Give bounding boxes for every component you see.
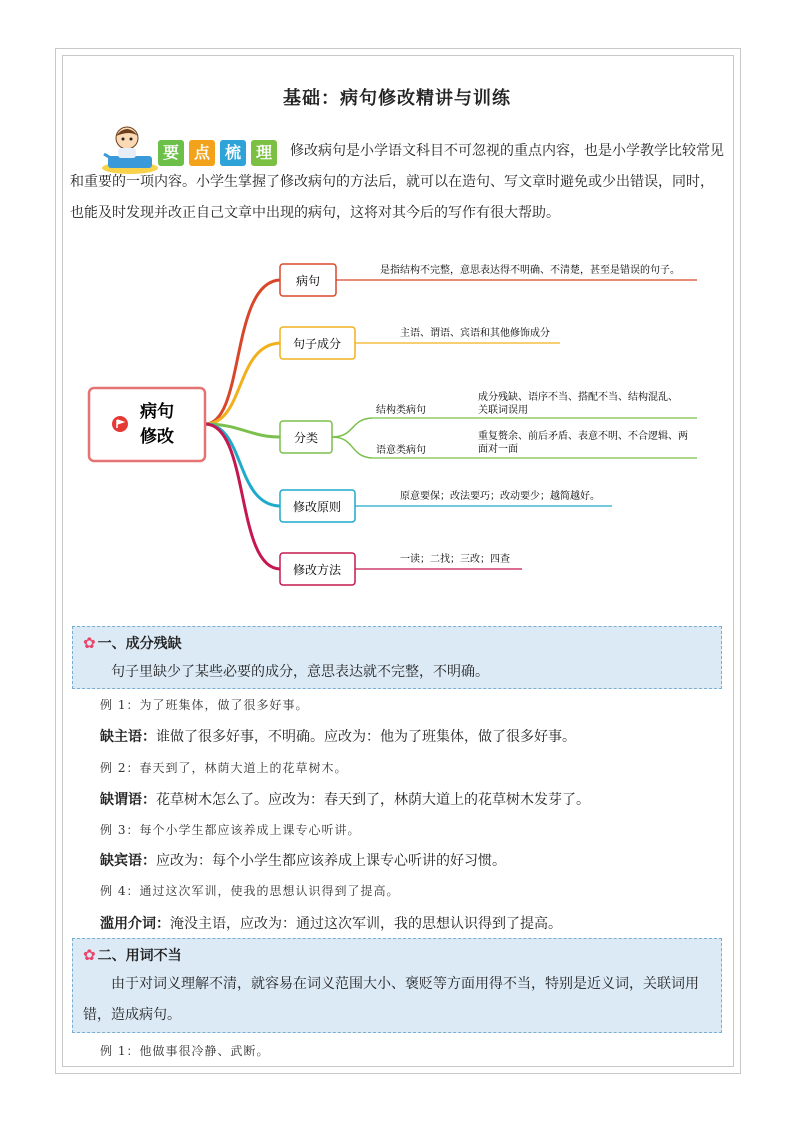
node-fangfa-desc: 一读；二找；三改；四查 [400,554,510,565]
intro-line-2: 和重要的一项内容。小学生掌握了修改病句的方法后，就可以在造句、写文章时避免或少出错误，同时， [70,174,714,190]
branch-1 [205,280,280,424]
badge-char-1: 要 [158,140,184,166]
node-fenlei-label: 分类 [293,431,319,445]
example-4: 例 4：通过这次军训，使我的思想认识得到了提高。 [100,884,400,898]
example-2: 例 2：春天到了，林荫大道上的花草树木。 [100,761,348,775]
page-title: 基础：病句修改精讲与训练 [283,88,511,109]
node-bingju-label: 病句 [295,274,321,288]
badge-char-2: 点 [189,140,215,166]
example-1: 例 1：为了班集体，做了很多好事。 [100,698,309,712]
answer-1: 缺主语：谁做了很多好事，不明确。应改为：他为了班集体，做了很多好事。 [100,729,576,745]
center-label-1: 病句 [140,402,174,422]
section-1-box [72,626,722,689]
badge-char-3: 梳 [220,140,246,166]
center-label-2: 修改 [140,427,174,447]
star-icon: ✿ [83,634,96,652]
sub-yuyi-label: 语意类病句 [376,445,426,456]
section-2-body: 由于对词义理解不清，就容易在词义范围大小、褒贬等方面用得不当，特别是近义词，关联词用错，造成病句。 [83,976,699,1023]
node-yuanze-desc: 原意要保；改法要巧；改动要少；越简越好。 [400,491,600,502]
badge-char-4: 理 [251,140,277,166]
node-chengfen-desc: 主语、谓语、宾语和其他修饰成分 [400,328,550,339]
node-fangfa-label: 修改方法 [292,563,342,577]
answer-2: 缺谓语：花草树木怎么了。应改为：春天到了，林荫大道上的花草树木发芽了。 [100,792,590,808]
sub-jiegou-desc-1: 成分残缺、语序不当、搭配不当、结构混乱、 [478,392,678,403]
answer-3: 缺宾语：应改为：每个小学生都应该养成上课专心听讲的好习惯。 [100,853,506,869]
branch-5 [205,424,280,569]
node-yuanze-label: 修改原则 [292,500,342,514]
sub-jiegou-label: 结构类病句 [376,405,426,416]
sub-yuyi-desc-2: 面对一面 [478,444,518,455]
intro-line-3: 也能及时发现并改正自己文章中出现的病句，这将对其今后的写作有很大帮助。 [70,205,560,221]
flag-icon [112,416,128,432]
branch-2 [205,343,280,424]
example-5: 例 1：他做事很冷静、武断。 [100,1044,270,1058]
center-node [89,388,205,461]
sub-yuyi-desc-1: 重复赘余、前后矛盾、表意不明、不合逻辑、两 [478,431,688,442]
node-bingju-desc: 是指结构不完整，意思表达得不明确、不清楚，甚至是错误的句子。 [380,265,680,276]
section-1-body: 句子里缺少了某些必要的成分，意思表达就不完整，不明确。 [111,664,489,680]
section-1-title: ✿ 一、成分残缺 [83,634,182,652]
star-icon: ✿ [83,946,96,964]
sub-jiegou-desc-2: 关联词误用 [478,405,528,416]
example-3: 例 3：每个小学生都应该养成上课专心听讲。 [100,823,361,837]
section-2-title: ✿ 二、用词不当 [83,946,182,964]
intro-line-1: 修改病句是小学语文科目不可忽视的重点内容，也是小学教学比较常见 [290,143,724,159]
node-chengfen-label: 句子成分 [292,337,342,351]
section-2-box [72,938,722,1033]
answer-4: 滥用介词：淹没主语，应改为：通过这次军训，我的思想认识得到了提高。 [100,916,562,932]
